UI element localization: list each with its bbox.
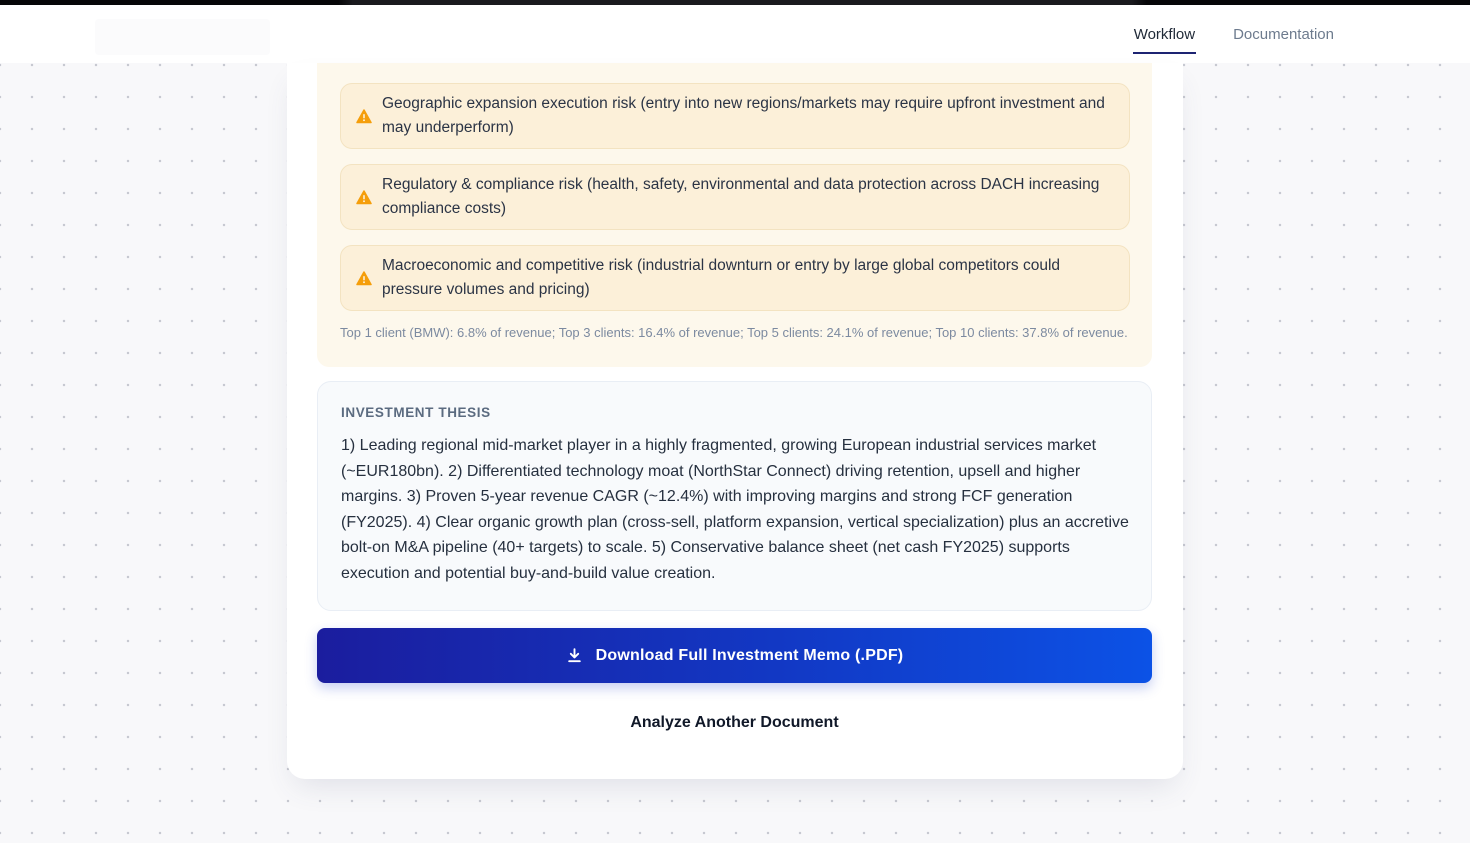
download-icon <box>566 647 583 664</box>
investment-thesis-body: 1) Leading regional mid-market player in a highly fragmented, growing European industrial services market (~EUR180bn). 2) Differentiated technology moat (NorthStar Connect) driving retention, upsell and higher margins. 3) Proven 5-year revenue CAGR (~12.4%) with improving margins and strong FCF generation (FY2025). 4) Clear organic growth plan (cross-sell, platform expansion, vertical specialization) plus an accretive bolt-on M&A pipeline (40+ targets) to scale. 5) Conservative balance sheet (net cash FY2025) supports execution and potential buy-and-build value creation. <box>341 437 1129 582</box>
analyze-another-document-button[interactable]: Analyze Another Document <box>630 714 839 731</box>
warning-triangle-icon <box>356 271 372 286</box>
logo-placeholder <box>95 19 270 55</box>
download-memo-label: Download Full Investment Memo (.PDF) <box>595 646 904 664</box>
dotted-background <box>0 63 1470 843</box>
tab-workflow[interactable]: Workflow <box>1133 26 1196 54</box>
risk-item <box>340 83 1130 149</box>
risk-item <box>340 245 1130 311</box>
warning-triangle-icon <box>356 109 372 124</box>
tab-documentation[interactable]: Documentation <box>1233 26 1334 43</box>
risk-section <box>317 63 1152 367</box>
results-card <box>287 63 1183 779</box>
header-nav <box>1133 26 1335 54</box>
app-header <box>0 5 1470 63</box>
warning-triangle-icon <box>356 190 372 205</box>
investment-thesis-title: INVESTMENT THESIS <box>341 405 491 420</box>
client-concentration-footnote: Top 1 client (BMW): 6.8% of revenue; Top 3 clients: 16.4% of revenue; Top 5 clients: 24.1% of revenue; Top 10 clients: 37.8% of revenue. <box>340 325 1128 340</box>
risk-text: Geographic expansion execution risk (entry into new regions/markets may require upfront investment and may underperform) <box>382 95 1105 136</box>
investment-thesis-panel <box>317 381 1152 611</box>
download-memo-button[interactable] <box>317 628 1152 683</box>
risk-item <box>340 164 1130 230</box>
risk-text: Regulatory & compliance risk (health, safety, environmental and data protection across DACH increasing compliance costs) <box>382 176 1100 217</box>
risk-text: Macroeconomic and competitive risk (industrial downturn or entry by large global competitors could pressure volumes and pricing) <box>382 257 1061 298</box>
